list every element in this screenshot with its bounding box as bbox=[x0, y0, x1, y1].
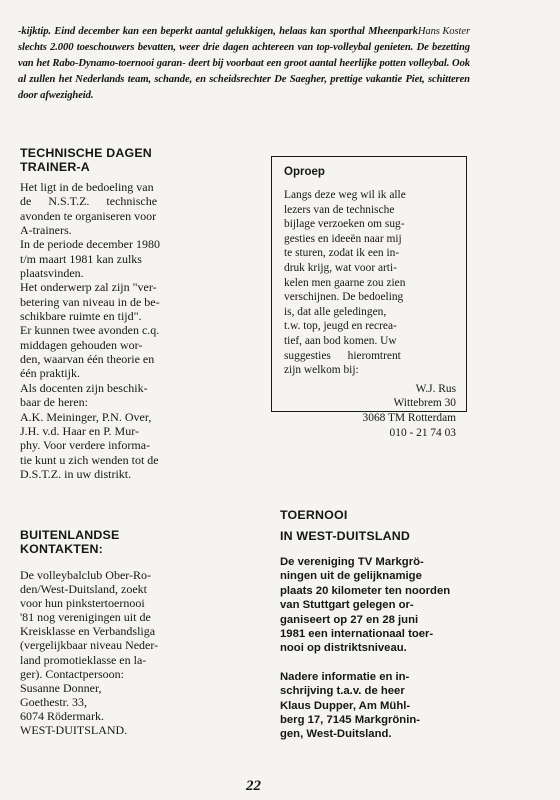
intro-line: Nederlands team, schande, en scheidsrechter De Saegher, prettige vakantie bbox=[75, 74, 403, 85]
technische-dagen-body: Het ligt in de bedoeling van de N.S.T.Z. technische avonden te organiseren voor A-trainers. In de periode december 1980 t/m maart 1981 kan zulks plaatsvinden. Het onderwerp zal zijn "ver- betering van niveau in de be- schikbare ruimte en tijd". Er kunnen twee avonden c.q. middagen gehouden wor- den, waarvan één theorie en één praktijk. Als docenten zijn beschik- baar de heren: A.K. Meininger, P.N. Over, J.H. v.d. Haar en P. Mur- phy. Voor verdere informa- tie kunt u zich wenden tot de D.S.T.Z. in uw distrikt. bbox=[20, 180, 160, 481]
oproep-title: Oproep bbox=[284, 166, 325, 178]
toernooi-title: TOERNOOI IN WEST-DUITSLAND bbox=[280, 508, 411, 543]
buitenlandse-kontakten-title: BUITENLANDSE KONTAKTEN: bbox=[20, 528, 120, 556]
oproep-address: W.J. Rus Wittebrem 30 3068 TM Rotterdam 010 - 21 74 03 bbox=[362, 382, 456, 439]
oproep-box bbox=[271, 156, 467, 439]
buitenlandse-kontakten-article bbox=[20, 528, 255, 737]
intro-line: Piet, schitteren door afwezigheid. bbox=[18, 74, 470, 101]
technische-dagen-title: TECHNISCHE DAGEN TRAINER-A bbox=[20, 146, 152, 174]
toernooi-paragraph-2: Nadere informatie en in- schrijving t.a.v. de heer Klaus Dupper, Am Mühl- berg 17, 7145 Markgrönin- gen, West-Duitsland. bbox=[280, 670, 421, 741]
toernooi-paragraph-1: De vereniging TV Markgrö- ningen uit de gelijknamige plaats 20 kilometer ten noorden van Stuttgart gelegen or- ganiseert op 27 en 28 juni 1981 een internationaal toer- nooi op distriktsniveau. bbox=[280, 556, 451, 655]
intro-line: top-volleybal genieten. De bezetting van het Rabo-Dynamo-toernooi garan- bbox=[18, 42, 471, 69]
intro-author: Hans Koster bbox=[417, 26, 470, 37]
intro-line: -kijktip. Eind december kan een beperkt aantal gelukkigen, helaas kan sporthal bbox=[18, 26, 365, 37]
technische-dagen-article bbox=[20, 146, 255, 481]
intro-line: deert bij voorbaat een groot aantal heerlijke potten volleybal. Ook al zullen het bbox=[18, 58, 470, 85]
intro-line: Mheenpark slechts 2.000 toeschouwers bevatten, weer drie dagen achtereen van bbox=[18, 26, 418, 53]
oproep-body: Langs deze weg wil ik alle lezers van de technische bijlage verzoeken om sug- gesties en ideeën naar mij te sturen, zodat ik een in- druk krijg, wat voor arti- kelen men gaarne zou zien verschijnen. De bedoeling is, dat alle geledingen, t.w. top, jeugd en recrea- tief, aan bod komen. Uw suggesties hieromtrent zijn welkom bij: bbox=[284, 189, 406, 377]
page-number: 22 bbox=[246, 778, 261, 794]
buitenlandse-kontakten-body: De volleybalclub Ober-Ro- den/West-Duitsland, zoekt voor hun pinkstertoernooi '81 nog verenigingen uit de Kreisklasse en Verbandsliga (vergelijkbaar niveau Neder- land promotieklasse en la- ger). Contactpersoon: Susanne Donner, Goethestr. 33, 6074 Rödermark. WEST-DUITSLAND. bbox=[20, 568, 159, 738]
toernooi-article bbox=[280, 505, 468, 742]
intro-paragraph bbox=[18, 24, 470, 104]
